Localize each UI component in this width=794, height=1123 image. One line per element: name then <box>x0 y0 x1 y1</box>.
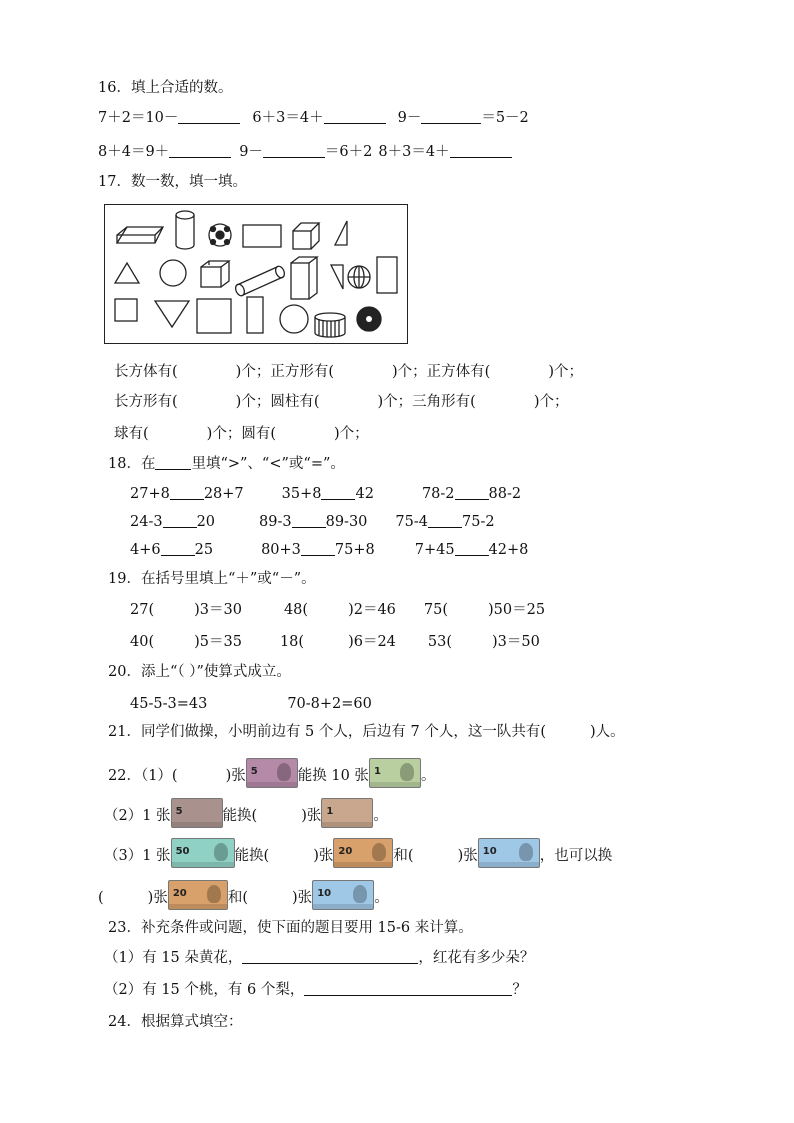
q17-line2: 长方形有( )个；圆柱有( )个；三角形有( )个； <box>114 394 569 410</box>
answer-blank[interactable] <box>301 541 335 556</box>
q22-part2: （2）1 张 5 能换( )张 1 。 <box>104 798 388 828</box>
answer-blank[interactable] <box>242 949 418 964</box>
banknote-10-yuan: 10 <box>312 880 374 910</box>
cuboid-icon <box>117 227 163 243</box>
banknote-50-yuan: 50 <box>171 838 235 868</box>
q22-part1: 22．（1）( )张 5 能换 10 张 1 。 <box>108 758 435 788</box>
banknote-1-jiao: 1 <box>321 798 373 828</box>
answer-blank[interactable] <box>455 541 489 556</box>
answer-blank[interactable] <box>304 981 512 996</box>
banknote-20-yuan: 20 <box>168 880 228 910</box>
banknote-5-yuan: 5 <box>246 758 298 788</box>
answer-blank[interactable] <box>163 513 197 528</box>
answer-blank[interactable] <box>421 109 481 124</box>
triangle-icon <box>115 263 139 283</box>
shapes-figure <box>104 204 408 344</box>
q23-part2: （2）有 15 个桃，有 6 个梨， ？ <box>104 982 527 998</box>
q17-title: 17．数一数，填一填。 <box>98 174 247 190</box>
circle-icon <box>280 305 308 333</box>
answer-blank[interactable] <box>161 541 195 556</box>
q18-title: 18．在 里填“>”、“<”或“=”。 <box>108 456 345 472</box>
triangle-icon <box>155 301 189 327</box>
q23-title: 23．补充条件或问题，使下面的题目要用 15-6 来计算。 <box>108 920 473 936</box>
q18-row3: 4+6 25 80+3 75+8 7+45 42+8 <box>130 542 529 558</box>
banknote-1-yuan: 1 <box>369 758 421 788</box>
ball-icon <box>348 266 370 288</box>
answer-blank[interactable] <box>169 143 231 158</box>
q21-text: 21．同学们做操，小明前边有 5 个人，后边有 7 个人，这一队共有( )人。 <box>108 724 625 740</box>
q16-row1: 7＋2＝10－ 6＋3＝4＋ 9－ ＝5－2 <box>98 110 529 126</box>
answer-blank[interactable] <box>178 109 240 124</box>
answer-blank[interactable] <box>428 513 462 528</box>
ball-icon <box>209 224 231 246</box>
cube-icon <box>293 223 319 249</box>
answer-blank[interactable] <box>450 143 512 158</box>
q16-row2: 8＋4＝9＋ 9－ ＝6＋2 8＋3＝4＋ <box>98 142 512 162</box>
q24-title: 24．根据算式填空： <box>108 1014 243 1030</box>
q19-row2: 40( )5＝35 18( )6＝24 53( )3＝50 <box>130 634 540 650</box>
circle-icon <box>160 260 186 286</box>
cylinder-icon <box>315 313 345 337</box>
rectangle-icon <box>243 225 281 247</box>
answer-blank[interactable] <box>321 485 355 500</box>
q17-line1: 长方体有( )个；正方形有( )个；正方体有( )个； <box>114 364 583 380</box>
q18-row1: 27+8 28+7 35+8 42 78-2 88-2 <box>130 486 522 502</box>
answer-blank[interactable] <box>155 455 191 470</box>
triangle-icon <box>331 265 343 289</box>
answer-blank[interactable] <box>292 513 326 528</box>
q17-line3: 球有( )个；圆有( )个； <box>114 426 369 442</box>
answer-blank[interactable] <box>263 143 325 158</box>
q16-title: 16．填上合适的数。 <box>98 80 233 96</box>
q23-part1: （1）有 15 朵黄花， ，红花有多少朵？ <box>104 950 535 966</box>
q22-part3: （3）1 张 50 能换( )张 20 和( )张 10 ，也可以换 <box>104 838 612 868</box>
banknote-5-jiao: 5 <box>171 798 223 828</box>
square-icon <box>115 299 137 321</box>
answer-blank[interactable] <box>324 109 386 124</box>
triangle-icon <box>335 221 347 245</box>
cylinder-icon <box>176 211 194 249</box>
cuboid-icon <box>291 257 317 299</box>
ball-icon <box>357 307 381 331</box>
cylinder-icon <box>234 265 286 297</box>
q19-title: 19．在括号里填上“＋”或“－”。 <box>108 571 316 587</box>
answer-blank[interactable] <box>455 485 489 500</box>
q20-exprs: 45-5-3=43 70-8+2=60 <box>130 696 372 712</box>
answer-blank[interactable] <box>170 485 204 500</box>
q18-row2: 24-3 20 89-3 89-30 75-4 75-2 <box>130 514 495 530</box>
square-icon <box>197 299 231 333</box>
q19-row1: 27( )3＝30 48( )2＝46 75( )50＝25 <box>130 602 546 618</box>
banknote-20-yuan: 20 <box>333 838 393 868</box>
banknote-10-yuan: 10 <box>478 838 540 868</box>
rectangle-icon <box>377 257 397 293</box>
q20-title: 20．添上“（ ）”使算式成立。 <box>108 664 291 680</box>
cube-icon <box>201 261 229 287</box>
q22-part4: ( )张 20 和( )张 10 。 <box>98 880 389 910</box>
rectangle-icon <box>247 297 263 333</box>
